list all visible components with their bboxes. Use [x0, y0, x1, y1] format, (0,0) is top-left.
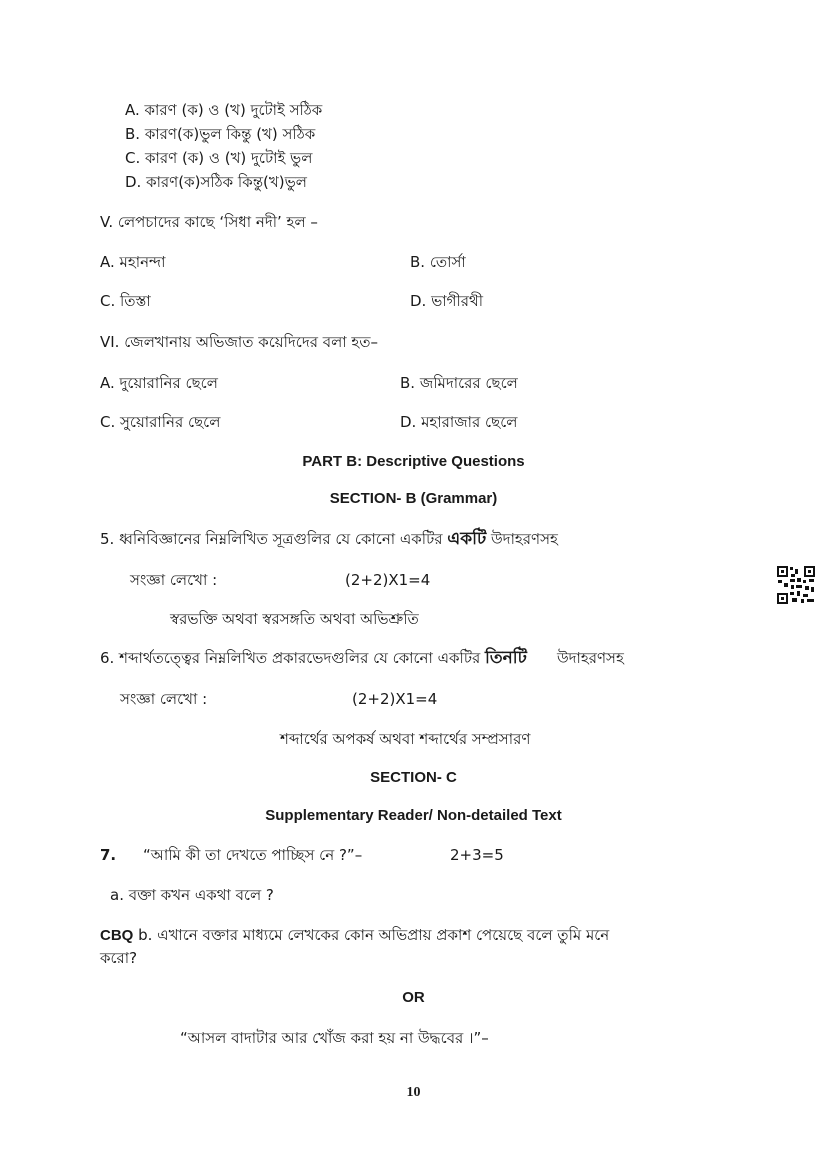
question-5-suffix: উদাহরণসহ	[486, 530, 558, 548]
section-c-heading: SECTION- C	[370, 769, 457, 786]
supplementary-heading: Supplementary Reader/ Non-detailed Text	[265, 807, 562, 824]
question-vi-option-b: B. জমিদারের ছেলে	[400, 374, 518, 392]
question-7-part-b-text: b. এখানে বক্তার মাধ্যমে লেখকের কোন অভিপ্রায় প্রকাশ পেয়েছে বলে তুমি মনে	[133, 926, 610, 944]
question-7-part-a: a. বক্তা কখন একথা বলে ?	[110, 886, 274, 904]
question-6-emphasis: তিনটি	[485, 648, 527, 668]
question-vi-option-c: C. সুয়োরানির ছেলে	[100, 413, 221, 431]
option-a: A. কারণ (ক) ও (খ) দুটোই সঠিক	[125, 101, 323, 119]
question-5	[100, 529, 558, 549]
question-v-option-b: B. তোর্সা	[410, 253, 466, 271]
option-c: C. কারণ (ক) ও (খ) দুটোই ভুল	[125, 149, 313, 167]
question-7-quote: “আমি কী তা দেখতে পাচ্ছিস নে ?”–	[143, 846, 363, 864]
question-5-options: স্বরভক্তি অথবা স্বরসঙ্গতি অথবা অভিশ্রুতি	[170, 610, 419, 628]
question-7-number: 7.	[100, 846, 117, 864]
option-d: D. কারণ(ক)সঠিক কিন্তু(খ)ভুল	[125, 173, 307, 191]
question-6-define: সংজ্ঞা লেখো :	[120, 690, 208, 708]
question-6-options: শব্দার্থের অপকর্ষ অথবা শব্দার্থের সম্প্রসারণ	[280, 730, 531, 748]
cbq-label: CBQ	[100, 927, 134, 944]
question-6-marks: (2+2)X1=4	[352, 690, 438, 708]
page-number: 10	[406, 1085, 421, 1100]
question-5-emphasis: একটি	[447, 529, 487, 549]
question-vi: VI. জেলখানায় অভিজাত কয়েদিদের বলা হত–	[100, 333, 378, 351]
question-v-option-d: D. ভাগীরথী	[410, 292, 483, 310]
section-b-heading: SECTION- B (Grammar)	[329, 490, 498, 507]
question-6-text: 6. শব্দার্থতত্ত্বের নিম্নলিখিত প্রকারভেদগুলির যে কোনো একটির	[100, 649, 486, 667]
question-7-part-b	[100, 925, 609, 946]
question-5-text: 5. ধ্বনিবিজ্ঞানের নিম্নলিখিত সূত্রগুলির যে কোনো একটির	[100, 530, 448, 548]
question-vi-option-d: D. মহারাজার ছেলে	[400, 413, 518, 431]
question-7-marks: 2+3=5	[450, 846, 504, 864]
part-b-heading: PART B: Descriptive Questions	[302, 453, 525, 470]
question-7-alt-quote: “আসল বাদাটার আর খোঁজ করা হয় না উদ্ধবের ।”–	[180, 1029, 489, 1047]
question-v: V. লেপচাদের কাছে ‘সিধা নদী’ হল –	[100, 213, 318, 231]
question-6	[100, 648, 624, 668]
question-vi-option-a: A. দুয়োরানির ছেলে	[100, 374, 218, 392]
question-5-define: সংজ্ঞা লেখো :	[130, 571, 218, 589]
question-v-option-a: A. মহানন্দা	[100, 253, 166, 271]
question-6-suffix: উদাহরণসহ	[556, 649, 624, 667]
qr-code-icon	[776, 565, 816, 605]
question-7-part-b-continued: করো?	[100, 949, 138, 967]
question-v-option-c: C. তিস্তা	[100, 292, 151, 310]
or-separator: OR	[402, 989, 425, 1006]
question-5-marks: (2+2)X1=4	[345, 571, 431, 589]
option-b: B. কারণ(ক)ভুল কিন্তু (খ) সঠিক	[125, 125, 316, 143]
